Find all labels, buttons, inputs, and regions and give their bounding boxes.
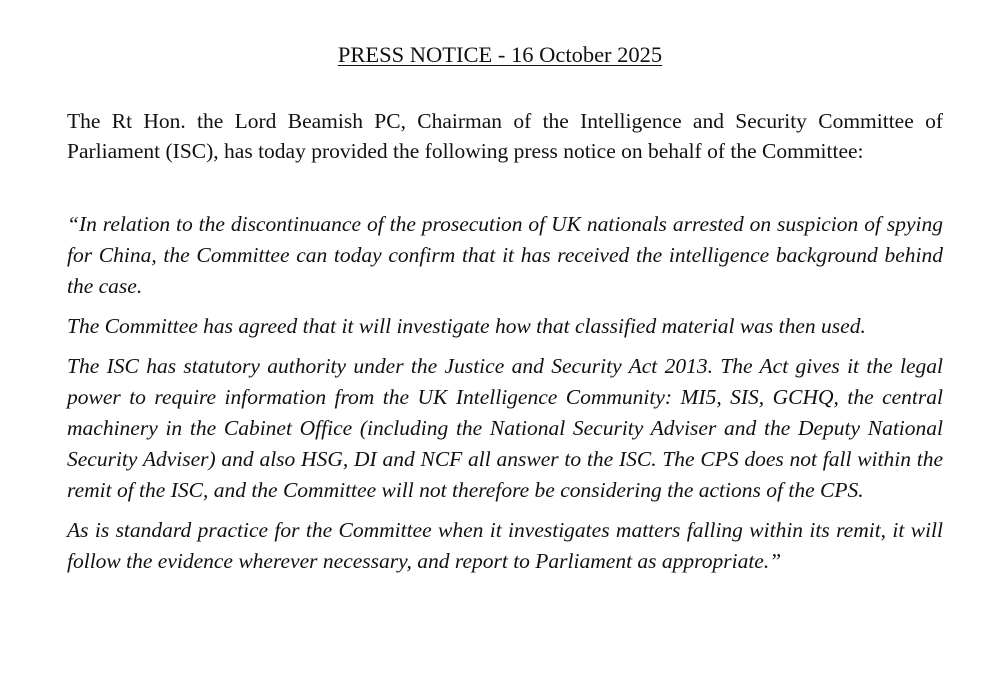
statement-paragraph-1: “In relation to the discontinuance of the prosecution of UK nationals arrested on suspicion of spying for China, the Committee can today confirm that it has received the intelligence background behind the case. (67, 212, 943, 298)
statement-paragraph-4: As is standard practice for the Committee when it investigates matters falling within its remit, it will follow the evidence wherever necessary, and report to Parliament as appropriate.” (67, 518, 943, 573)
intro-paragraph: The Rt Hon. the Lord Beamish PC, Chairman of the Intelligence and Security Committee of Parliament (ISC), has today provided the following press notice on behalf of the Committee: (67, 109, 943, 163)
committee-statement (67, 209, 943, 586)
page-title: PRESS NOTICE - 16 October 2025 (337, 42, 663, 67)
statement-paragraph-2: The Committee has agreed that it will investigate how that classified material was then used. (67, 314, 866, 338)
statement-paragraph-3: The ISC has statutory authority under the Justice and Security Act 2013. The Act gives it the legal power to require information from the UK Intelligence Community: MI5, SIS, GCHQ, the central machinery in the Cabinet Office (including the National Security Adviser and the Deputy National Security Adviser) and also HSG, DI and NCF all answer to the ISC. The CPS does not fall within the remit of the ISC, and the Committee will not therefore be considering the actions of the CPS. (67, 354, 943, 502)
